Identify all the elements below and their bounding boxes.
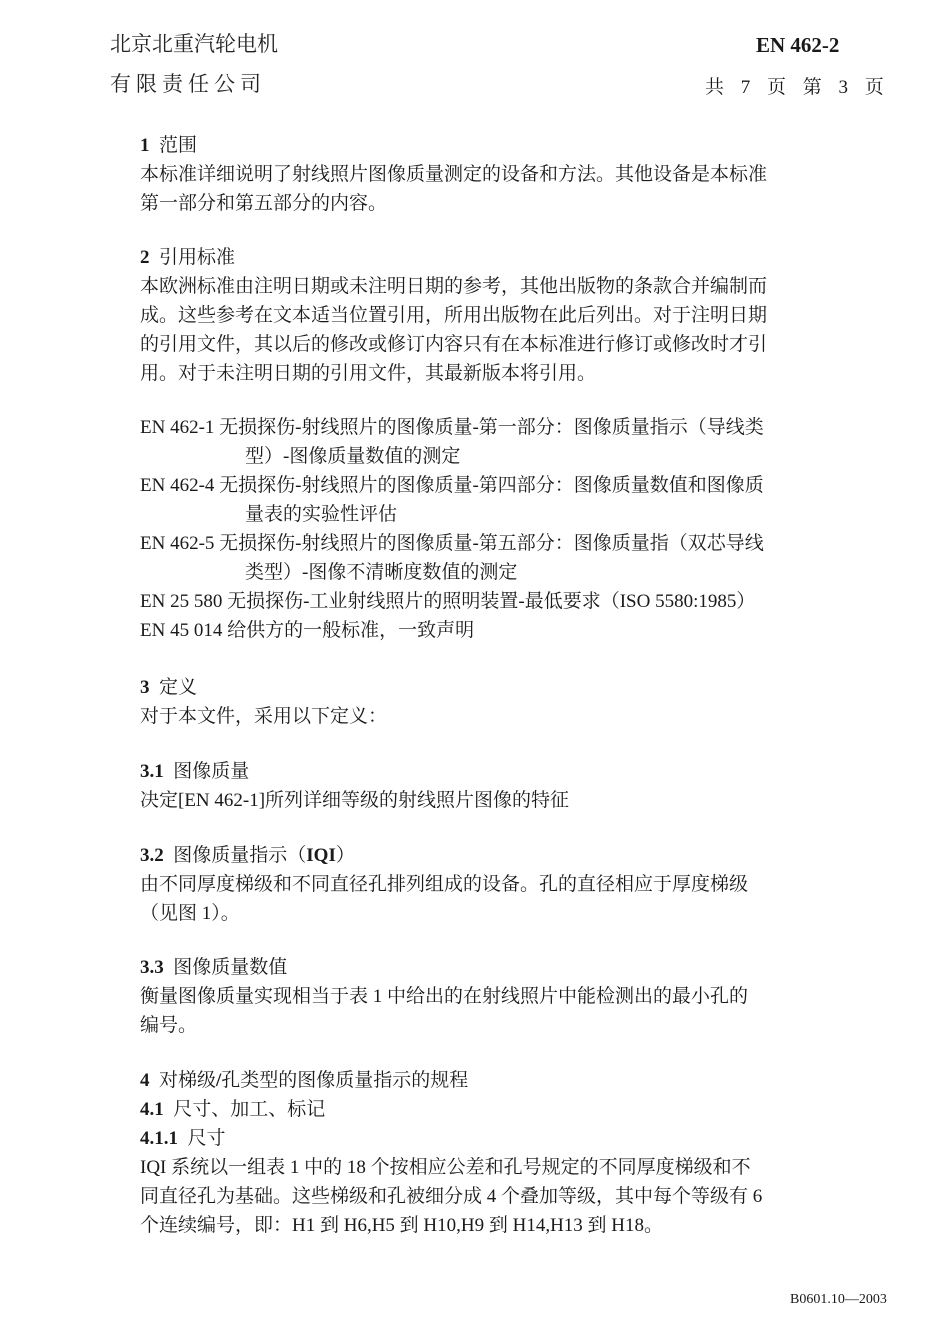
section-4-1-1-line: 同直径孔为基础。这些梯级和孔被细分成 4 个叠加等级，其中每个等级有 6 [140,1186,763,1207]
section-3-1-title: 图像质量 [173,761,250,782]
page-info-text: 共 7 页 第 3 页 [705,77,884,98]
reference-item-cont: 类型）-图像不清晰度数值的测定 [245,562,518,583]
section-4-1-1-heading [140,1124,875,1153]
section-4-1-1-number: 4.1.1 [140,1128,178,1149]
section-1 [140,131,875,218]
section-4-title-a: 对梯级 [159,1070,217,1091]
section-3-intro: 对于本文件，采用以下定义： [140,706,388,727]
section-1-number: 1 [140,135,150,156]
section-3-2-title: 图像质量指示（ [173,845,307,866]
section-3-2-line: （见图 1）。 [140,903,240,924]
section-3-2-title-iqi: IQI [306,845,336,866]
section-1-title: 范围 [159,135,198,156]
section-3-number: 3 [140,677,150,698]
section-2-line: 成。这些参考在文本适当位置引用，所用出版物在此后列出。对于注明日期 [140,305,768,326]
section-4-1-1-line: 个连续编号，即：H1 到 H6,H5 到 H10,H9 到 H14,H13 到 H18。 [140,1215,664,1236]
standard-code: EN 462-2 [756,33,840,57]
reference-list [140,413,875,645]
section-2-title: 引用标准 [159,247,236,268]
section-1-line: 第一部分和第五部分的内容。 [140,193,388,214]
reference-item: EN 462-1 无损探伤-射线照片的图像质量-第一部分：图像质量指示（导线类 [140,417,764,438]
reference-item-cont: 量表的实验性评估 [245,504,398,525]
section-4-1-1-line: IQI 系统以一组表 1 中的 18 个按相应公差和孔号规定的不同厚度梯级和不 [140,1157,751,1178]
company-name-line2: 有限责任公司 [110,72,266,96]
section-2-heading [140,243,875,272]
section-3-3 [140,953,875,1040]
section-3-1 [140,757,875,815]
section-2 [140,243,875,388]
reference-item: EN 462-4 无损探伤-射线照片的图像质量-第四部分：图像质量数值和图像质 [140,475,764,496]
section-2-line: 用。对于未注明日期的引用文件，其最新版本将引用。 [140,363,597,384]
document-code-footer: B0601.10—2003 [790,1292,887,1307]
section-3-3-title: 图像质量数值 [173,957,288,978]
section-2-line: 的引用文件，其以后的修改或修订内容只有在本标准进行修订或修改时才引 [140,334,768,355]
section-3-heading [140,673,875,702]
section-4-number: 4 [140,1070,150,1091]
section-4-title-b: 孔类型的图像质量指示的规程 [221,1070,469,1091]
reference-item: EN 462-5 无损探伤-射线照片的图像质量-第五部分：图像质量指（双芯导线 [140,533,764,554]
section-3-1-number: 3.1 [140,761,164,782]
page-info [705,72,884,99]
section-4-1-1-title: 尺寸 [187,1128,226,1149]
section-1-heading [140,131,875,160]
section-3-1-text: 决定[EN 462-1]所列详细等级的射线照片图像的特征 [140,790,570,811]
section-4-heading [140,1066,875,1095]
section-3-title: 定义 [159,677,198,698]
reference-item: EN 25 580 无损探伤-工业射线照片的照明装置-最低要求（ISO 5580:1985） [140,591,756,612]
section-3-3-line: 衡量图像质量实现相当于表 1 中给出的在射线照片中能检测出的最小孔的 [140,986,749,1007]
section-3-2-number: 3.2 [140,845,164,866]
section-4-1-number: 4.1 [140,1099,164,1120]
reference-item: EN 45 014 给供方的一般标准，一致声明 [140,620,475,641]
section-3-2-line: 由不同厚度梯级和不同直径孔排列组成的设备。孔的直径相应于厚度梯级 [140,874,749,895]
section-4-title-slash: / [216,1070,222,1091]
section-3-2-title-end: ） [335,845,355,866]
section-3-3-number: 3.3 [140,957,164,978]
section-3-3-line: 编号。 [140,1015,198,1036]
section-2-number: 2 [140,247,150,268]
section-4 [140,1066,875,1240]
section-3-2 [140,841,875,928]
section-1-line: 本标准详细说明了射线照片图像质量测定的设备和方法。其他设备是本标准 [140,164,768,185]
section-3-3-heading [140,953,875,982]
section-4-1-heading [140,1095,875,1124]
reference-item-cont: 型）-图像质量数值的测定 [245,446,461,467]
section-4-1-title: 尺寸、加工、标记 [173,1099,326,1120]
section-2-line: 本欧洲标准由注明日期或未注明日期的参考，其他出版物的条款合并编制而 [140,276,768,297]
section-3-2-heading [140,841,875,870]
company-name-line1: 北京北重汽轮电机 [110,32,278,56]
section-3 [140,673,875,731]
section-3-1-heading [140,757,875,786]
